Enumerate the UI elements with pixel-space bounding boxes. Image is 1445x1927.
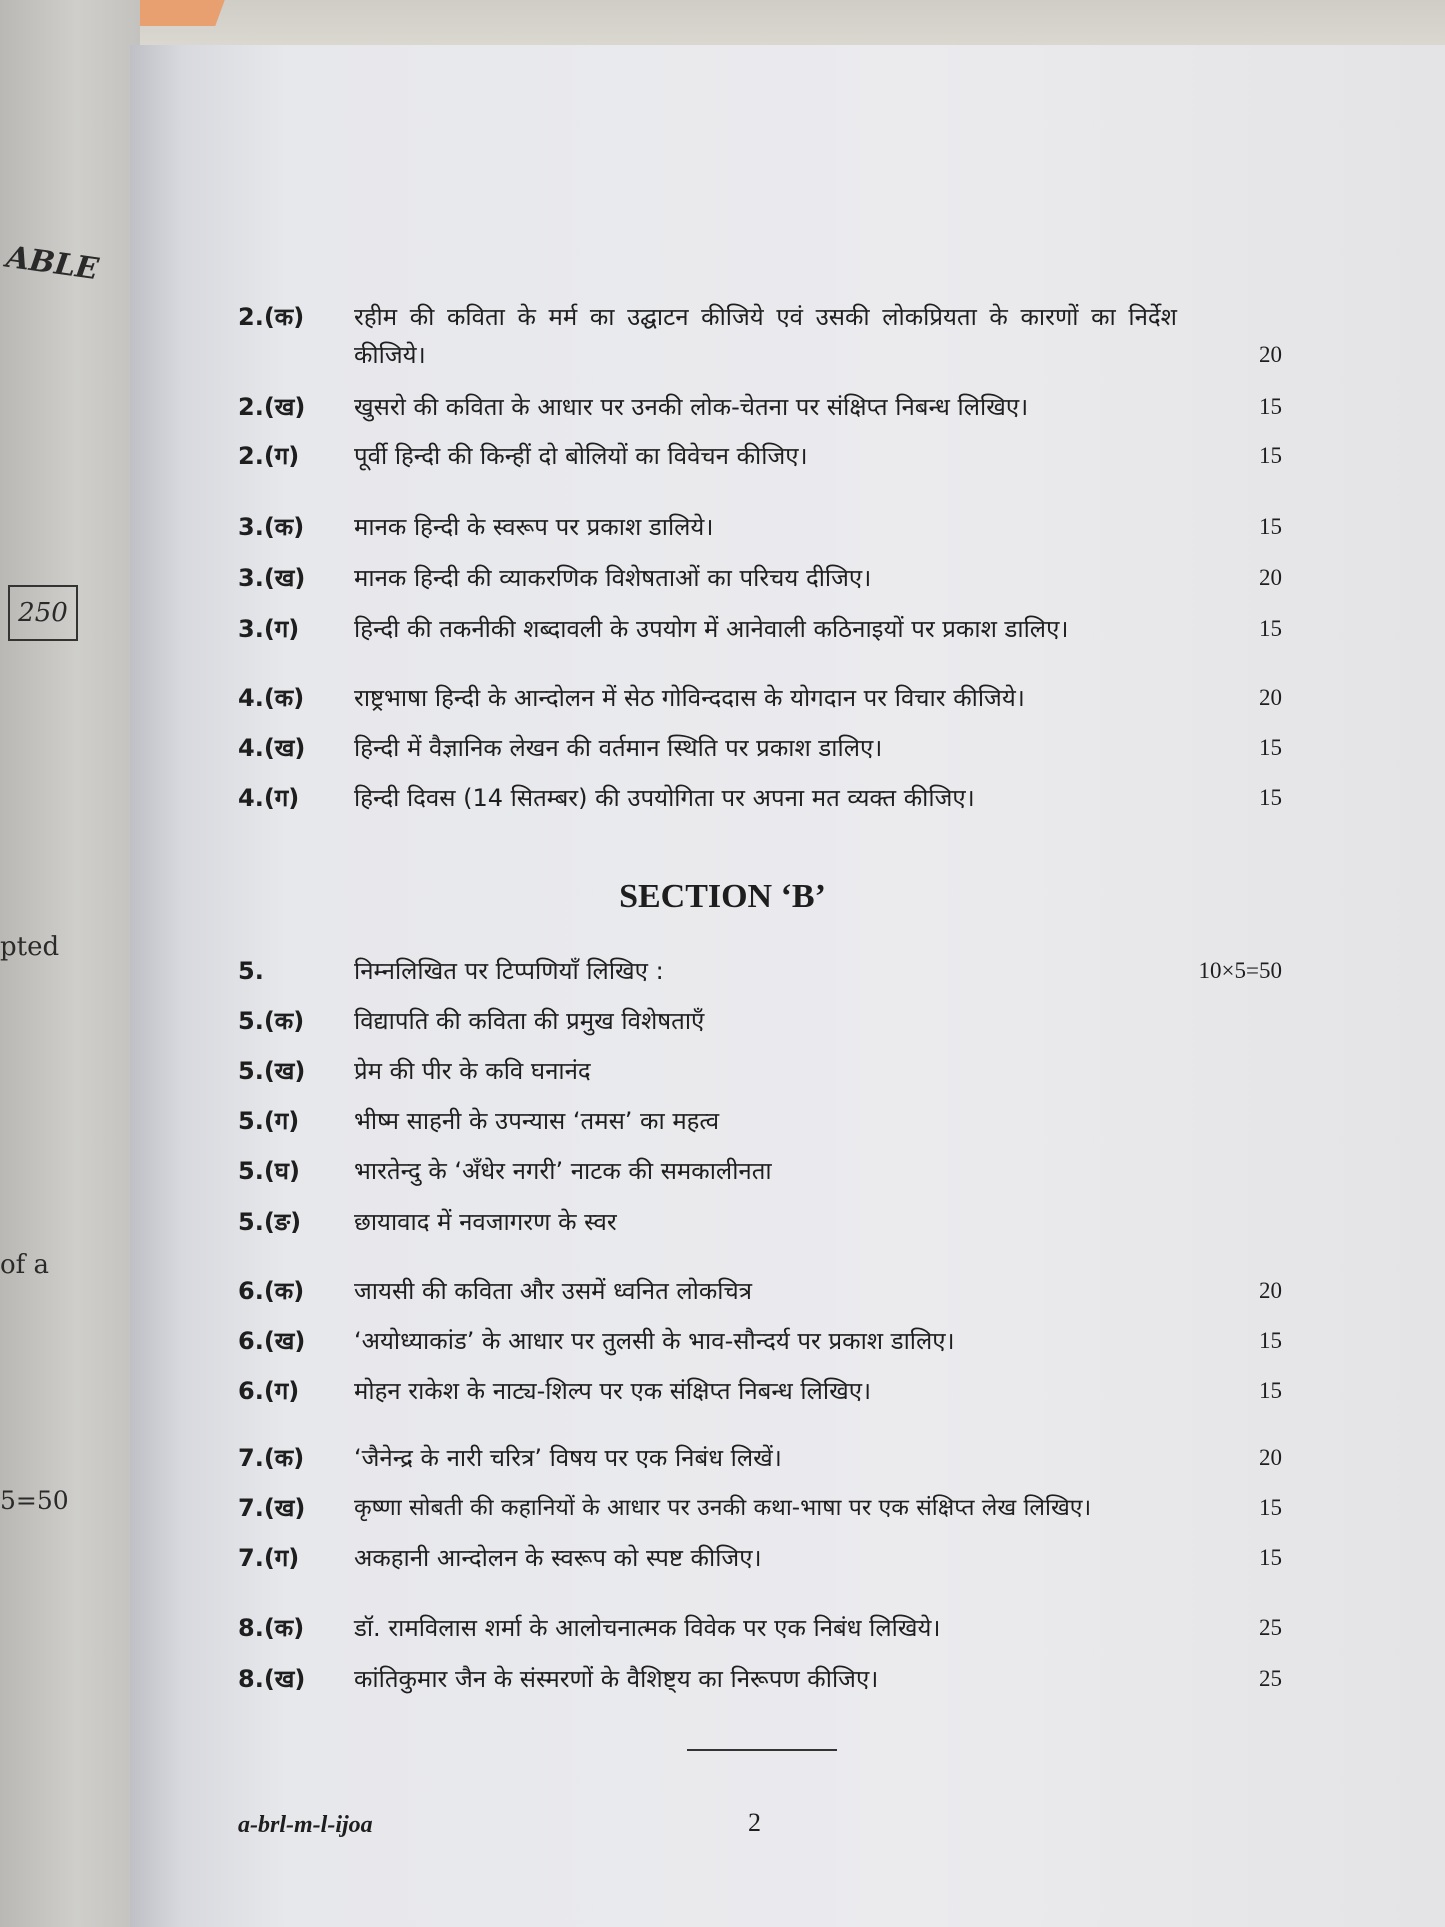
question-marks: 15 [1259, 1495, 1282, 1520]
question-number: 7.(क) [238, 1444, 305, 1472]
question-text: राष्ट्रभाषा हिन्दी के आन्दोलन में सेठ गोविन्ददास के योगदान पर विचार कीजिये। [354, 684, 1025, 712]
question-number: 3.(क) [238, 513, 305, 541]
question-number: 8.(ख) [238, 1665, 306, 1693]
footer-code: a-brl-m-l-ijoa [238, 1812, 373, 1838]
question-text: डॉ. रामविलास शर्मा के आलोचनात्मक विवेक पर एक निबंध लिखिये। [354, 1614, 941, 1642]
question-number: 2.(ख) [238, 393, 306, 421]
question-marks: 15 [1259, 1545, 1282, 1570]
question-marks: 10×5=50 [1198, 958, 1282, 983]
question-marks: 15 [1259, 785, 1282, 810]
left-fragment-ofa: of a [0, 1250, 50, 1280]
question-text: हिन्दी में वैज्ञानिक लेखन की वर्तमान स्थिति पर प्रकाश डालिए। [354, 734, 883, 762]
question-number: 5.(ग) [238, 1107, 300, 1135]
question-marks: 20 [1259, 685, 1282, 710]
question-marks: 20 [1259, 565, 1282, 590]
question-marks: 15 [1259, 616, 1282, 641]
question-text: मोहन राकेश के नाट्य-शिल्प पर एक संक्षिप्त निबन्ध लिखिए। [354, 1377, 872, 1405]
question-text: हिन्दी की तकनीकी शब्दावली के उपयोग में आनेवाली कठिनाइयों पर प्रकाश डालिए। [354, 615, 1069, 643]
question-text: हिन्दी दिवस (14 सितम्बर) की उपयोगिता पर अपना मत व्यक्त कीजिए। [354, 784, 975, 812]
question-text: रहीम की कविता के मर्म का उद्घाटन कीजिये एवं उसकी लोकप्रियता के कारणों का निर्देश कीजिये। [354, 303, 1177, 369]
question-number: 5.(घ) [238, 1157, 300, 1185]
question-text: छायावाद में नवजागरण के स्वर [354, 1208, 617, 1236]
question-text: पूर्वी हिन्दी की किन्हीं दो बोलियों का विवेचन कीजिए। [354, 442, 808, 470]
question-number: 7.(ख) [238, 1494, 306, 1522]
question-marks: 25 [1259, 1666, 1282, 1691]
section-b-heading: SECTION ‘B’ [619, 878, 826, 915]
question-text: ‘अयोध्याकांड’ के आधार पर तुलसी के भाव-सौन्दर्य पर प्रकाश डालिए। [354, 1327, 955, 1355]
left-fragment-pted: pted [0, 932, 60, 962]
question-number: 5.(क) [238, 1007, 305, 1035]
question-marks: 15 [1259, 735, 1282, 760]
question-marks: 15 [1259, 1328, 1282, 1353]
question-number: 4.(ग) [238, 784, 300, 812]
end-rule [687, 1749, 837, 1751]
question-number: 2.(क) [238, 303, 305, 331]
question-marks: 25 [1259, 1615, 1282, 1640]
question-number: 7.(ग) [238, 1544, 300, 1572]
question-marks: 20 [1259, 1278, 1282, 1303]
question-number: 6.(क) [238, 1277, 305, 1305]
question-number: 3.(ग) [238, 615, 300, 643]
question-marks: 15 [1259, 514, 1282, 539]
question-number: 2.(ग) [238, 442, 300, 470]
question-number: 5.(ख) [238, 1057, 306, 1085]
left-fragment-box: 250 [8, 585, 78, 641]
question-text: ‘जैनेन्द्र के नारी चरित्र’ विषय पर एक निबंध लिखें। [354, 1444, 782, 1472]
question-number: 5.(ङ) [238, 1208, 302, 1236]
left-page [0, 0, 140, 1927]
question-text: विद्यापति की कविता की प्रमुख विशेषताएँ [354, 1007, 705, 1035]
question-text: कांतिकुमार जैन के संस्मरणों के वैशिष्ट्य का निरूपण कीजिए। [354, 1665, 879, 1693]
question-marks: 20 [1259, 1445, 1282, 1470]
question-number: 4.(ख) [238, 734, 306, 762]
question-text: खुसरो की कविता के आधार पर उनकी लोक-चेतना पर संक्षिप्त निबन्ध लिखिए। [354, 393, 1029, 421]
question-number: 4.(क) [238, 684, 305, 712]
question-marks: 15 [1259, 394, 1282, 419]
question-text: मानक हिन्दी की व्याकरणिक विशेषताओं का परिचय दीजिए। [354, 564, 872, 592]
question-2a [238, 298, 1282, 378]
left-fragment-able: ABLE [4, 239, 101, 288]
question-number: 6.(ग) [238, 1377, 300, 1405]
question-number: 5. [238, 957, 264, 985]
question-marks: 20 [1259, 342, 1282, 367]
question-text: भीष्म साहनी के उपन्यास ‘तमस’ का महत्व [354, 1107, 720, 1135]
question-text: प्रेम की पीर के कवि घनानंद [354, 1057, 591, 1085]
question-marks: 15 [1259, 443, 1282, 468]
question-number: 3.(ख) [238, 564, 306, 592]
question-text: कृष्णा सोबती की कहानियों के आधार पर उनकी कथा-भाषा पर एक संक्षिप्त लेख लिखिए। [354, 1495, 1092, 1521]
question-text: मानक हिन्दी के स्वरूप पर प्रकाश डालिये। [354, 513, 714, 541]
question-text: निम्नलिखित पर टिप्पणियाँ लिखिए : [354, 957, 664, 985]
question-number: 6.(ख) [238, 1327, 306, 1355]
question-marks: 15 [1259, 1378, 1282, 1403]
question-number: 8.(क) [238, 1614, 305, 1642]
question-text: अकहानी आन्दोलन के स्वरूप को स्पष्ट कीजिए। [354, 1544, 762, 1572]
question-text: जायसी की कविता और उसमें ध्वनित लोकचित्र [354, 1277, 752, 1305]
page-number: 2 [748, 1808, 761, 1837]
left-fragment-eq: 5=50 [0, 1486, 69, 1515]
question-text: भारतेन्दु के ‘अँधेर नगरी’ नाटक की समकालीनता [354, 1157, 772, 1185]
